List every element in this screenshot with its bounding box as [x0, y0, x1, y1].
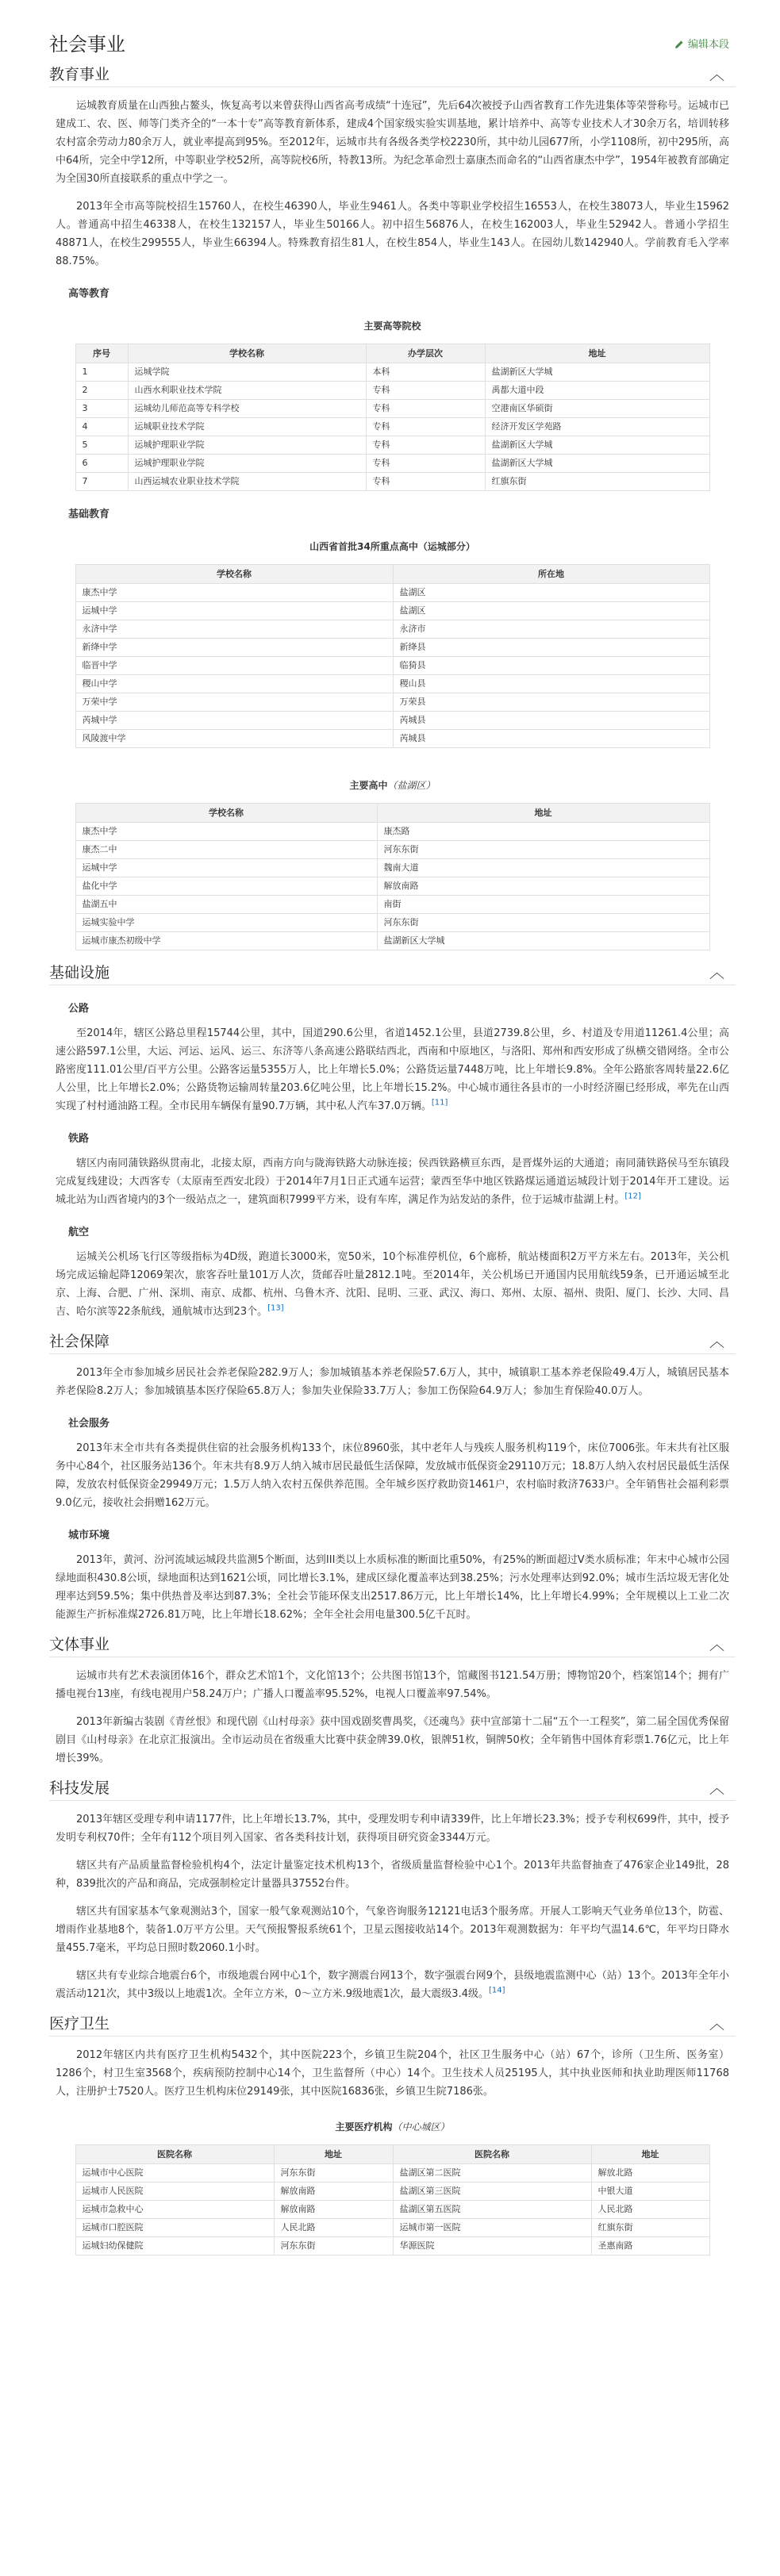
- caption-note: （盐湖区）: [387, 780, 436, 791]
- table-cell: 河东东街: [377, 914, 709, 932]
- subsection-social-services: 社会服务: [68, 1418, 110, 1430]
- school-link[interactable]: 运城职业技术学院: [128, 418, 366, 436]
- table-row: [75, 418, 709, 436]
- column-header: 办学层次: [366, 344, 485, 363]
- higher-education-table: [75, 309, 710, 491]
- table-row: [75, 400, 709, 418]
- key-high-schools-table: [75, 530, 710, 748]
- table-row: [75, 657, 709, 675]
- caption-text: 主要高中: [349, 780, 388, 791]
- table-row: [75, 639, 709, 657]
- table-caption: 山西省首批34所重点高中（运城部分）: [309, 541, 475, 552]
- school-link[interactable]: 运城中学: [75, 602, 393, 620]
- table-row: [75, 932, 709, 950]
- reference-link[interactable]: [12]: [624, 1192, 641, 1201]
- table-row: [75, 896, 709, 914]
- caption-text: 主要医疗机构: [335, 2121, 393, 2133]
- subsection-higher-education: 高等教育: [68, 288, 110, 300]
- table-cell: 盐湖新区大学城: [377, 932, 709, 950]
- table-cell: 7: [75, 473, 128, 491]
- column-header: 地址: [377, 804, 709, 823]
- section-title: 教育事业: [49, 66, 110, 83]
- chevron-up-icon[interactable]: ︿: [709, 964, 724, 981]
- table-cell: 临猗县: [393, 657, 709, 675]
- table-cell: 万荣中学: [75, 693, 393, 712]
- table-caption: [75, 769, 710, 803]
- science-paragraph-3: 辖区共有国家基本气象观测站3个，国家一般气象观测站10个，气象咨询服务12121电话3个服务席。开展人工影响天气业务单位13个，防雹、增雨作业基地8个，装备1.0万平方公里。天气预报警报系统61个，卫星云图接收站14个。2013年观测数据为：年平均气温14.6℃，年平均日降水量455.7毫米，平均总日照时数2060.1小时。: [56, 1906, 729, 1954]
- table-cell: 解放北路: [591, 2164, 709, 2182]
- table-cell: 万荣县: [393, 693, 709, 712]
- table-cell: 圣惠南路: [591, 2237, 709, 2255]
- school-link[interactable]: 盐化中学: [75, 877, 377, 896]
- table-cell: 稷山中学: [75, 675, 393, 693]
- education-paragraph-2: 2013年全市高等院校招生15760人，在校生46390人，毕业生9461人。各类中等职业学校招生16553人，在校生38073人，毕业生15962人。普通高中招生46338人，在校生132157人，毕业生50166人。初中招生56876人，在校生162003人，毕业生52942人。普通小学招生48871人，在校生299555人，毕业生66394人。特殊教育招生81人，在校生854人，毕业生143人。在园幼儿数142940人。学前教育毛入学率88.75%。: [56, 201, 729, 267]
- column-header: 序号: [75, 344, 128, 363]
- table-row: [75, 675, 709, 693]
- table-cell: 经济开发区学苑路: [485, 418, 709, 436]
- table-header-row: [75, 2145, 709, 2164]
- table-cell: 红旗东街: [485, 473, 709, 491]
- section-heading-infrastructure[interactable]: [49, 962, 736, 985]
- school-link[interactable]: 盐湖五中: [75, 896, 377, 914]
- science-paragraph-2: 辖区共有产品质量监督检验机构4个，法定计量鉴定技术机构13个，省级质量监督检验中心1个。2013年共监督抽查了476家企业149批，28种，839批次的产品和商品，完成强制检定计量器具37552台件。: [56, 1860, 729, 1890]
- chevron-up-icon[interactable]: ︿: [709, 1779, 724, 1797]
- table-cell: 专科: [366, 436, 485, 455]
- column-header: 学校名称: [128, 344, 366, 363]
- column-header: 医院名称: [75, 2145, 274, 2164]
- urban-environment-paragraph: 2013年，黄河、汾河流域运城段共监测5个断面，达到III类以上水质标准的断面比重50%，有25%的断面超过V类水质标准；年末中心城市公园绿地面积430.8公顷，绿地面积达到1621公顷，同比增长3.1%，建成区绿化覆盖率达到38.25%；污水处理率达到92.0%；城市生活垃圾无害化处理率达到59.5%；集中供热普及率达到87.3%；全社会节能环保支出2517.86万元，比上年增长14%，比上年增长4.99%；全年规模以上工业二次能源生产折标准煤2726.81万吨，比上年增长18.62%；全年全社会用电量300.5亿千瓦时。: [56, 1554, 729, 1621]
- paragraph-text: 至2014年，辖区公路总里程15744公里，其中，国道290.6公里，省道1452.1公里，县道2739.8公里，乡、村道及专用道11261.4公里；高速公路597.1公里，大运、河运、运风、运三、东济等八条高速公路联结西北，西南和中原地区，与洛阳、郑州和西安形成了纵横交错网络。全市公路密度111.01公里/百平方公里。公路客运量5355万人，比上年增长5.0%；公路货运量7448万吨，比上年增长9.8%。全年公路旅客周转量22.6亿人公里，比上年增长2.0%；公路货物运输周转量203.6亿吨公里，比上年增长15.2%。中心城市通往各县市的一小时经济圈已经形成，率先在山西实现了村村通油路工程。全市民用车辆保有量90.7万辆，其中私人汽车37.0万辆。: [56, 1027, 729, 1112]
- table-cell: 中银大道: [591, 2182, 709, 2201]
- column-header: 地址: [274, 2145, 393, 2164]
- table-row: [75, 712, 709, 730]
- school-link[interactable]: 康杰二中: [75, 841, 377, 859]
- section-heading-social-security[interactable]: [49, 1330, 736, 1354]
- table-cell: 红旗东街: [591, 2219, 709, 2237]
- table-cell: 专科: [366, 473, 485, 491]
- section-heading-culture-sports[interactable]: [49, 1634, 736, 1657]
- railway-paragraph: [56, 1154, 729, 1209]
- roads-paragraph: [56, 1024, 729, 1115]
- table-cell: 2: [75, 382, 128, 400]
- school-link[interactable]: 运城学院: [128, 363, 366, 382]
- section-title: 科技发展: [49, 1779, 110, 1797]
- section-title: 基础设施: [49, 964, 110, 981]
- table-cell: 盐湖区: [393, 602, 709, 620]
- school-link[interactable]: 山西运城农业职业技术学院: [128, 473, 366, 491]
- table-header-row: [75, 565, 709, 584]
- table-row: [75, 693, 709, 712]
- aviation-paragraph: [56, 1248, 729, 1321]
- table-cell: 新绛县: [393, 639, 709, 657]
- page-header: [49, 0, 736, 57]
- healthcare-paragraph: 2012年辖区内共有医疗卫生机构5432个，其中医院223个，乡镇卫生院204个，社区卫生服务中心（站）67个，诊所（卫生所、医务室）1286个，村卫生室3568个，疾病预防控制中心14个，卫生监督所（中心）14个。卫生技术人员25195人，其中执业医师和执业助理医师11768人，注册护士7520人。医疗卫生机构床位29149张，其中医院16836张，乡镇卫生院7186张。: [56, 2049, 729, 2098]
- paragraph-text: 辖区内南同蒲铁路纵贯南北，北接太原，西南方向与陇海铁路大动脉连接；侯西铁路横亘东西，是晋煤外运的大通道；南同蒲铁路侯马至东镇段完成复线建设；大西客专（太原南至西安北段）于2014年7月1日正式通车运营；蒙西至华中地区铁路煤运通道运城段计划于2014年开工建设。运城北站为山西省境内的3个一级站点之一，建筑面积7999平方米，设有车库，满足作为站发站的条件，位于运城市盐湖上村。: [56, 1157, 729, 1206]
- reference-link[interactable]: [11]: [431, 1098, 448, 1108]
- culture-paragraph-2: 2013年新编古装剧《青丝恨》和现代剧《山村母亲》获中国戏剧奖曹禺奖，《还魂鸟》获中宣部第十二届“五个一工程奖”，第二届全国优秀保留剧目《山村母亲》在北京汇报演出。全市运动员在省级重大比赛中获金牌39.0枚，银牌51枚，铜牌50枚；全年销售中国体育彩票1.76亿元，比上年增长39%。: [56, 1716, 729, 1764]
- caption-note: （中心城区）: [392, 2121, 450, 2133]
- school-link[interactable]: 运城市康杰初级中学: [75, 932, 377, 950]
- edit-section-button[interactable]: [674, 36, 729, 54]
- table-cell: 盐湖区第三医院: [393, 2182, 591, 2201]
- table-row: [75, 823, 709, 841]
- column-header: 地址: [485, 344, 709, 363]
- table-caption: [75, 2110, 710, 2144]
- table-cell: 空港南区华硕街: [485, 400, 709, 418]
- section-heading-education[interactable]: [49, 63, 736, 87]
- table-cell: 芮城中学: [75, 712, 393, 730]
- hospital-link[interactable]: 华源医院: [393, 2237, 591, 2255]
- table-row: [75, 436, 709, 455]
- school-link[interactable]: 运城中学: [75, 859, 377, 877]
- table-cell: 芮城县: [393, 730, 709, 748]
- table-cell: 盐湖新区大学城: [485, 455, 709, 473]
- table-cell: 康杰中学: [75, 584, 393, 602]
- science-paragraph-4: [56, 1967, 729, 2003]
- table-row: [75, 2219, 709, 2237]
- table-header-row: [75, 804, 709, 823]
- table-row: [75, 914, 709, 932]
- table-row: [75, 602, 709, 620]
- reference-link[interactable]: [13]: [267, 1303, 284, 1313]
- table-row: [75, 2182, 709, 2201]
- table-cell: 河东东街: [274, 2237, 393, 2255]
- hospital-link[interactable]: 运城市急救中心: [75, 2201, 274, 2219]
- paragraph-text: 运城关公机场飞行区等级指标为4D级，跑道长3000米，宽50米，10个标准停机位，6个廊桥，航站楼面积2万平方米左右。2013年，关公机场完成运输起降12069架次，旅客吞吐量101万人次，货邮吞吐量2812.1吨。至2014年，关公机场已开通国内民用航线59条，已开通运城至北京、上海、合肥、广州、深圳、南京、成都、杭州、乌鲁木齐、沈阳、昆明、三亚、武汉、海口、郑州、太原、福州、贵阳、厦门、长沙、大同、昌吉、哈尔滨等22条航线，通航城市达到23个。: [56, 1251, 729, 1318]
- table-row: [75, 730, 709, 748]
- table-cell: 解放南路: [274, 2182, 393, 2201]
- chevron-up-icon[interactable]: ︿: [709, 1636, 724, 1653]
- table-cell: 6: [75, 455, 128, 473]
- culture-paragraph-1: 运城市共有艺术表演团体16个，群众艺术馆1个，文化馆13个；公共图书馆13个，馆藏图书121.54万册；博物馆20个，档案馆14个；拥有广播电视台13座，有线电视用户58.24万户；广播人口覆盖率95.52%，电视人口覆盖率97.54%。: [56, 1670, 729, 1700]
- table-cell: 3: [75, 400, 128, 418]
- table-cell: 永济市: [393, 620, 709, 639]
- table-row: [75, 859, 709, 877]
- subsection-basic-education: 基础教育: [68, 509, 110, 520]
- school-link[interactable]: 山西水利职业技术学院: [128, 382, 366, 400]
- table-cell: 盐湖区: [393, 584, 709, 602]
- table-row: [75, 841, 709, 859]
- chevron-up-icon[interactable]: ︿: [709, 66, 724, 83]
- school-link[interactable]: 运城护理职业学院: [128, 455, 366, 473]
- section-title: 文体事业: [49, 1636, 110, 1653]
- table-row: [75, 2237, 709, 2255]
- table-cell: 盐湖新区大学城: [485, 436, 709, 455]
- edit-label: 编辑本段: [687, 38, 729, 51]
- table-row: [75, 584, 709, 602]
- table-row: [75, 2201, 709, 2219]
- table-cell: 盐湖新区大学城: [485, 363, 709, 382]
- table-caption: 主要高等院校: [363, 321, 421, 332]
- school-link[interactable]: 运城护理职业学院: [128, 436, 366, 455]
- table-row: [75, 620, 709, 639]
- table-cell: 河东东街: [377, 841, 709, 859]
- subsection-aviation: 航空: [68, 1227, 90, 1238]
- table-cell: 专科: [366, 455, 485, 473]
- table-cell: 芮城县: [393, 712, 709, 730]
- hospital-link[interactable]: 运城市中心医院: [75, 2164, 274, 2182]
- pencil-icon: [674, 40, 684, 49]
- table-cell: 河东东街: [274, 2164, 393, 2182]
- chevron-up-icon[interactable]: ︿: [709, 2015, 724, 2033]
- table-cell: 专科: [366, 418, 485, 436]
- school-link[interactable]: 运城幼儿师范高等专科学校: [128, 400, 366, 418]
- school-link[interactable]: 风陵渡中学: [75, 730, 393, 748]
- science-paragraph-1: 2013年辖区受理专利申请1177件，比上年增长13.7%，其中，受理发明专利申请339件，比上年增长23.3%；授予专利权699件，其中，授予发明专利权70件；全年有112个项目列入国家、省各类科技计划，获得项目研究资金3344万元。: [56, 1814, 729, 1844]
- school-link[interactable]: 临晋中学: [75, 657, 393, 675]
- table-cell: 康杰中学: [75, 823, 377, 841]
- table-cell: 魏南大道: [377, 859, 709, 877]
- table-cell: 4: [75, 418, 128, 436]
- page-title: 社会事业: [49, 33, 125, 56]
- table-cell: 专科: [366, 400, 485, 418]
- table-cell: 运城市第一医院: [393, 2219, 591, 2237]
- section-title: 社会保障: [49, 1333, 110, 1350]
- table-cell: 康杰路: [377, 823, 709, 841]
- table-row: [75, 455, 709, 473]
- table-row: [75, 363, 709, 382]
- column-header: 所在地: [393, 565, 709, 584]
- section-title: 医疗卫生: [49, 2015, 110, 2033]
- subsection-railway: 铁路: [68, 1133, 90, 1145]
- social-security-paragraph: 2013年全市参加城乡居民社会养老保险282.9万人；参加城镇基本养老保险57.6万人，其中，城镇职工基本养老保险49.4万人，城镇居民基本养老保险8.2万人；参加城镇基本医疗保险65.8万人；参加失业保险33.7万人；参加工伤保险64.9万人；参加生育保险40.0万人。: [56, 1367, 729, 1397]
- table-cell: 人民北路: [274, 2219, 393, 2237]
- table-row: [75, 877, 709, 896]
- table-row: [75, 473, 709, 491]
- table-cell: 南街: [377, 896, 709, 914]
- table-cell: 盐湖区第二医院: [393, 2164, 591, 2182]
- table-cell: 稷山县: [393, 675, 709, 693]
- section-heading-science-technology[interactable]: [49, 1777, 736, 1801]
- hospital-link[interactable]: 运城妇幼保健院: [75, 2237, 274, 2255]
- table-cell: 解放南路: [274, 2201, 393, 2219]
- hospital-link[interactable]: 运城市人民医院: [75, 2182, 274, 2201]
- school-link[interactable]: 永济中学: [75, 620, 393, 639]
- table-cell: 1: [75, 363, 128, 382]
- paragraph-text: 辖区共有专业综合地震台6个，市级地震台网中心1个，数字测震台网13个，数字强震台网9个，县级地震监测中心（站）13个。2013年全年小震活动121次，其中3级以上地震1次。全年立方米，0～立方米.9级地震1次，最大震级3.4级。: [56, 1970, 729, 2000]
- table-cell: 禹都大道中段: [485, 382, 709, 400]
- section-heading-healthcare[interactable]: [49, 2013, 736, 2037]
- column-header: 学校名称: [75, 804, 377, 823]
- column-header: 地址: [591, 2145, 709, 2164]
- subsection-urban-environment: 城市环境: [68, 1530, 110, 1541]
- table-cell: 盐湖区第五医院: [393, 2201, 591, 2219]
- table-header-row: [75, 344, 709, 363]
- subsection-roads: 公路: [68, 1003, 90, 1015]
- school-link[interactable]: 运城实验中学: [75, 914, 377, 932]
- table-cell: 解放南路: [377, 877, 709, 896]
- table-cell: 本科: [366, 363, 485, 382]
- chevron-up-icon[interactable]: ︿: [709, 1333, 724, 1350]
- table-cell: 5: [75, 436, 128, 455]
- column-header: 学校名称: [75, 565, 393, 584]
- table-row: [75, 382, 709, 400]
- table-cell: 专科: [366, 382, 485, 400]
- medical-institutions-table: [75, 2110, 710, 2255]
- social-services-paragraph: 2013年末全市共有各类提供住宿的社会服务机构133个，床位8960张，其中老年人与残疾人服务机构119个，床位7006张。年末共有社区服务中心84个，社区服务站136个。年末共有8.9万人纳入城市居民最低生活保障，发放城市低保资金29110万元；18.8万人纳入农村居民最低生活保障，发放农村低保资金29949万元；1.5万人纳入农村五保供养范围。全年城乡医疗救助资1461户，农村临时救济7633户。全年销售社会福利彩票9.0亿元，接收社会捐赠162万元。: [56, 1442, 729, 1509]
- table-row: [75, 2164, 709, 2182]
- education-paragraph-1: 运城教育质量在山西独占鳌头，恢复高考以来曾获得山西省高考成绩“十连冠”，先后64次被授予山西省教育工作先进集体等荣誉称号。运城市已建成工、农、医、师等门类齐全的“一本十专”高等教育新体系，建成4个国家级实验实训基地，累计培养中、高等专业技术人才30余万名，培训转移农村富余劳动力80余万人，就业率提高到95%。至2012年，运城市共有各级各类学校2230所，其中幼儿园677所，小学1108所，初中295所，高中64所，完全中学12所，中等职业学校52所，高等院校6所，特教13所。为纪念革命烈士嘉康杰而命名的“山西省康杰中学”，1954年被教育部确定为全国30所直接联系的重点中学之一。: [56, 100, 730, 185]
- column-header: 医院名称: [393, 2145, 591, 2164]
- school-link[interactable]: 新绛中学: [75, 639, 393, 657]
- hospital-link[interactable]: 运城市口腔医院: [75, 2219, 274, 2237]
- main-high-schools-table: [75, 769, 710, 950]
- table-cell: 人民北路: [591, 2201, 709, 2219]
- reference-link[interactable]: [14]: [488, 1986, 505, 1995]
